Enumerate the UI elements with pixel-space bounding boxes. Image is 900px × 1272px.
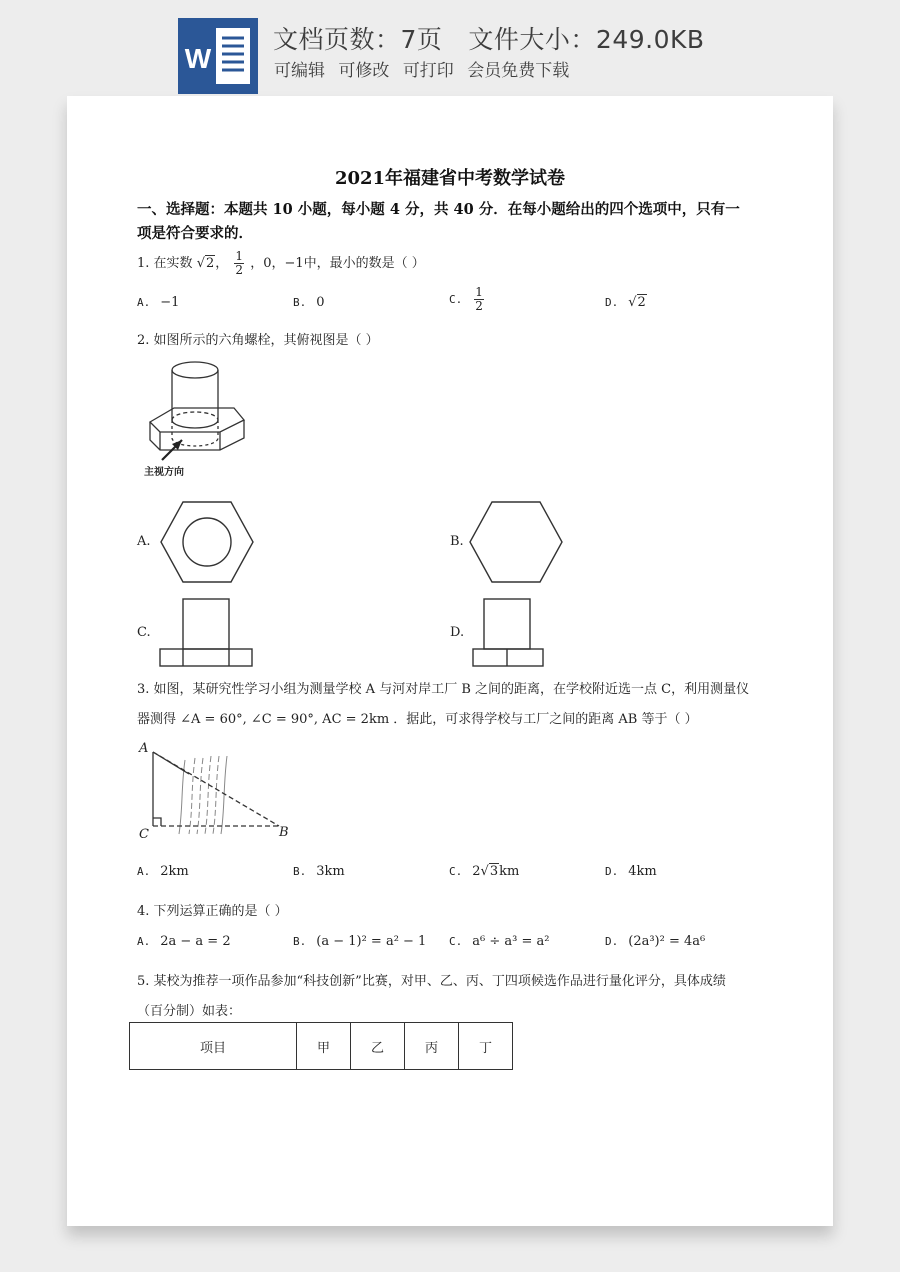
question-5-line1: 5. 某校为推荐一项作品参加“科技创新”比赛，对甲、乙、丙、丁四项候选作品进行量化评分，具体成绩 (137, 974, 726, 989)
q1-option-d[interactable]: D. √2 (605, 295, 646, 310)
feature-printable: 可打印 (402, 61, 454, 81)
q1-option-b[interactable]: B. 0 (293, 295, 325, 310)
table-header-yi: 乙 (351, 1023, 405, 1070)
q3-option-b[interactable]: B. 3km (293, 864, 345, 879)
q2-option-c-front-view[interactable] (159, 598, 255, 668)
section1-instruction-line1: 一、选择题：本题共 10 小题，每小题 4 分，共 40 分．在每小题给出的四个选项中，只有一 (137, 201, 740, 218)
q2-option-b-label[interactable]: B. (450, 534, 464, 549)
page-count: 文档页数：7页 (273, 25, 443, 54)
question-1: 1. 在实数 √2， $\frac{1}{2}$ ，0，−1中，最小的数是（ ） (137, 249, 425, 277)
q3-option-d[interactable]: D. 4km (605, 864, 657, 879)
q4-option-a[interactable]: A. 2a − a = 2 (137, 934, 231, 949)
point-c-label: C (139, 827, 149, 842)
q4-option-d[interactable]: D. (2a³)² = 4a⁶ (605, 934, 706, 949)
document-page (67, 96, 833, 1226)
feature-modifiable: 可修改 (338, 61, 390, 81)
feature-editable: 可编辑 (274, 61, 325, 81)
question-4: 4. 下列运算正确的是（ ） (137, 904, 288, 919)
table-header-item: 项目 (130, 1023, 297, 1070)
file-stats (273, 20, 705, 56)
score-table (129, 1022, 513, 1070)
fraction-one-half: $\frac{1}{2}$ (235, 249, 244, 277)
question-3-line1: 3. 如图，某研究性学习小组为测量学校 A 与河对岸工厂 B 之间的距离，在学校附近选一点 C，利用测量仪 (137, 682, 750, 697)
question-3-line2: 器测得 ∠A = 60°, ∠C = 90°, AC = 2km ．据此，可求得学校与工厂之间的距离 AB 等于（ ） (137, 712, 698, 727)
table-header-jia: 甲 (297, 1023, 351, 1070)
question-2: 2. 如图所示的六角螺栓，其俯视图是（ ） (137, 333, 379, 348)
q4-option-c[interactable]: C. a⁶ ÷ a³ = a² (449, 934, 550, 949)
sqrt-2: √2 (196, 256, 215, 271)
q4-option-b[interactable]: B. (a − 1)² = a² − 1 (293, 934, 427, 949)
q2-option-d-label[interactable]: D. (450, 625, 465, 640)
table-row (130, 1023, 513, 1070)
q3-option-a[interactable]: A. 2km (137, 864, 189, 879)
q1-option-c[interactable]: C. $\frac{1}{2}$ (449, 285, 483, 313)
point-b-label: B (279, 825, 289, 840)
question-5-line2: （百分制）如表： (137, 1004, 242, 1019)
front-view-direction-caption: 主视方向 (144, 467, 184, 478)
document-info-header (0, 0, 900, 96)
q2-option-a-hexagon-circle[interactable] (159, 500, 255, 584)
word-icon-letter: W (184, 43, 212, 74)
q2-option-d-front-view[interactable] (472, 598, 546, 668)
river-triangle-figure (137, 738, 297, 842)
exam-title: 2021年福建省中考数学试卷 (334, 168, 566, 189)
table-header-bing: 丙 (405, 1023, 459, 1070)
section1-instruction-line2: 项是符合要求的． (137, 225, 253, 242)
q1-option-a[interactable]: A. −1 (137, 295, 180, 310)
feature-member-download[interactable]: 会员免费下载 (467, 61, 570, 81)
table-header-ding: 丁 (459, 1023, 513, 1070)
q2-option-b-hexagon[interactable] (468, 500, 564, 584)
hex-bolt-figure (142, 358, 257, 482)
file-size: 文件大小：249.0KB (468, 25, 705, 54)
q2-option-c-label[interactable]: C. (137, 625, 151, 640)
word-document-icon (178, 18, 258, 94)
q3-option-c[interactable]: C. 2√3km (449, 864, 520, 879)
feature-list (274, 56, 577, 81)
point-a-label: A (139, 741, 149, 756)
q2-option-a-label[interactable]: A. (137, 534, 151, 549)
